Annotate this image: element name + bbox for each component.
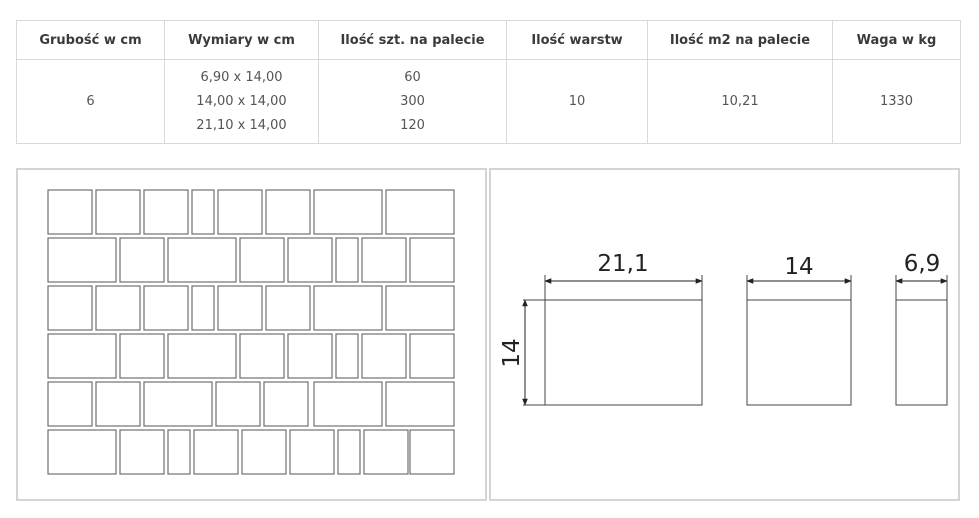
paver-stone	[144, 382, 212, 426]
cell-weight: 1330	[833, 60, 961, 144]
width-label-large: 21,1	[597, 251, 649, 277]
paver-stone	[48, 190, 92, 234]
paver-stone	[242, 430, 286, 474]
paver-stone	[410, 238, 454, 282]
cell-dimensions	[165, 60, 319, 144]
paver-stone	[120, 430, 164, 474]
dimensions-drawing	[491, 170, 958, 499]
paver-stone	[386, 286, 454, 330]
paver-stone	[290, 430, 334, 474]
paver-stone	[288, 238, 332, 282]
height-label: 14	[499, 338, 525, 368]
width-label-small: 6,9	[903, 251, 941, 277]
pieces-value: 300	[400, 93, 425, 109]
header-layers: Ilość warstw	[507, 21, 648, 60]
dimension-value: 6,90 x 14,00	[200, 69, 283, 85]
paver-stone	[168, 334, 236, 378]
laying-pattern-drawing	[18, 170, 485, 499]
stone-small	[896, 275, 947, 405]
paver-stone	[410, 334, 454, 378]
paver-stone	[96, 382, 140, 426]
paver-stone	[314, 286, 382, 330]
cell-m2: 10,21	[648, 60, 833, 144]
paver-stone	[96, 286, 140, 330]
stone-medium	[747, 275, 851, 405]
paver-stone	[364, 430, 408, 474]
stone-large	[545, 275, 702, 405]
paver-stone	[48, 382, 92, 426]
paver-stone	[120, 334, 164, 378]
paver-stone	[386, 382, 454, 426]
paver-stone	[144, 190, 188, 234]
paver-stone	[218, 190, 262, 234]
paver-stone	[120, 238, 164, 282]
pieces-value: 60	[404, 69, 421, 85]
paver-stone	[362, 238, 406, 282]
paver-stone	[336, 238, 358, 282]
paver-stone	[144, 286, 188, 330]
paver-stone	[48, 238, 116, 282]
laying-pattern-panel	[16, 168, 487, 501]
paver-stone	[48, 286, 92, 330]
paver-stone	[266, 190, 310, 234]
paver-stone	[336, 334, 358, 378]
paver-stone	[240, 334, 284, 378]
paver-stone	[192, 190, 214, 234]
width-label-medium: 14	[784, 254, 814, 280]
paver-stone	[386, 190, 454, 234]
header-weight: Waga w kg	[833, 21, 961, 60]
table-header-row	[17, 21, 961, 60]
paver-stone	[218, 286, 262, 330]
paver-stone	[48, 430, 116, 474]
cell-thickness: 6	[17, 60, 165, 144]
paver-stone	[314, 190, 382, 234]
header-pieces: Ilość szt. na palecie	[319, 21, 507, 60]
cell-pieces	[319, 60, 507, 144]
header-dimensions: Wymiary w cm	[165, 21, 319, 60]
cell-layers: 10	[507, 60, 648, 144]
paver-stone	[194, 430, 238, 474]
header-thickness: Grubość w cm	[17, 21, 165, 60]
paver-stone	[192, 286, 214, 330]
paver-stone	[96, 190, 140, 234]
paver-stone	[288, 334, 332, 378]
paver-stone	[314, 382, 382, 426]
header-m2: Ilość m2 na palecie	[648, 21, 833, 60]
paver-stone	[168, 238, 236, 282]
paver-stone	[266, 286, 310, 330]
dimension-value: 14,00 x 14,00	[196, 93, 287, 109]
paver-stone	[410, 430, 454, 474]
paver-stone	[338, 430, 360, 474]
dimensions-panel	[489, 168, 960, 501]
dimension-value: 21,10 x 14,00	[196, 117, 287, 133]
paver-stone	[264, 382, 308, 426]
paver-stone	[216, 382, 260, 426]
paver-stone	[362, 334, 406, 378]
spec-table	[16, 20, 961, 144]
paver-stone	[168, 430, 190, 474]
paver-stone	[240, 238, 284, 282]
pieces-value: 120	[400, 117, 425, 133]
table-row	[17, 60, 961, 144]
paver-stone	[48, 334, 116, 378]
